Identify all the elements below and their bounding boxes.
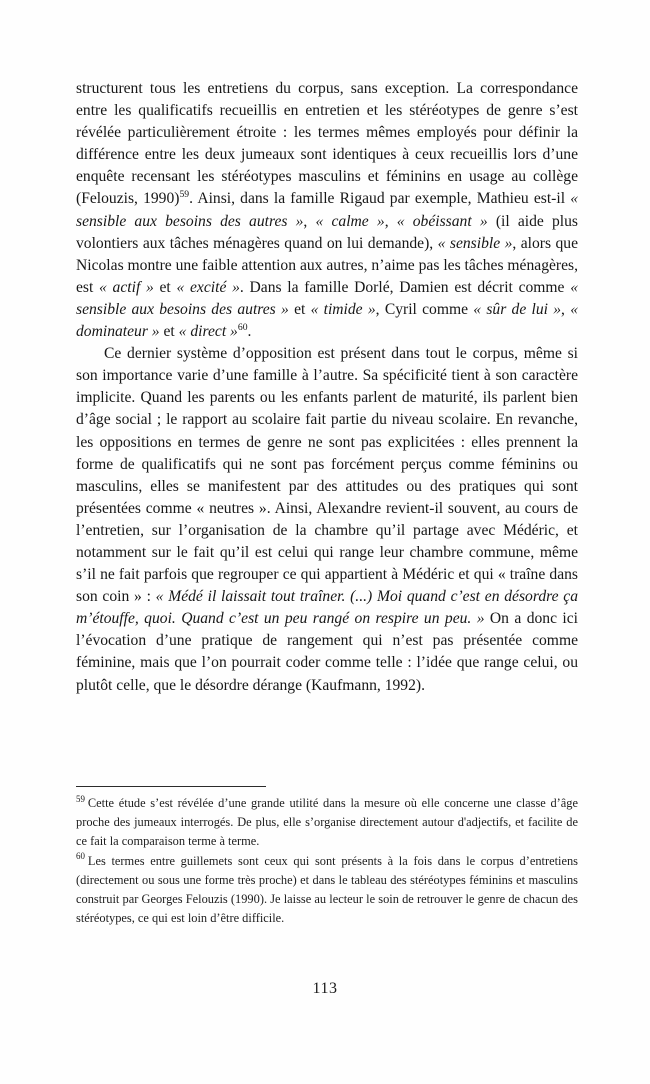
quoted-italic-phrase: « direct »: [178, 323, 238, 341]
quoted-italic-phrase: « actif »: [99, 278, 154, 296]
footnote-text: Les termes entre guillemets sont ceux qui sont présents à la fois dans le corpus d’entretiens (directement ou sous une forme très proche) et dans le tableau des stéréotypes féminins et masculins construit par Georges Felouzis (1990). Je laisse au lecteur le soin de retrouver le genre de chacun des stéréotypes, ce qui est loin d’être difficile.: [76, 853, 578, 926]
text-run: ,: [303, 212, 316, 230]
footnote-text: Cette étude s’est révélée d’une grande utilité dans la mesure où elle concerne une classe d’âge proche des jumeaux interrogés. De plus, elle s’organise directement autour d'adjectifs, et facilite de ce fait la comparaison terme à terme.: [76, 796, 578, 849]
paragraph: [76, 78, 578, 343]
text-run: structurent tous les entretiens du corpus, sans exception. La correspondance entre les qualificatifs recueillis en entretien et les stéréotypes de genre s’est révélée particulièrement étroite : les termes mêmes employés pour définir la différence entre les deux jumeaux sont identiques à ceux recueillis lors d’une enquête recensant les stéréotypes masculins et féminins en usage au collège (Felouzis, 1990): [76, 80, 578, 208]
quoted-italic-phrase: « timide »: [310, 300, 376, 318]
text-run: Ce dernier système d’opposition est présent dans tout le corpus, même si son importance varie d’une famille à l’autre. Sa spécificité tient à son caractère implicite. Quand les parents ou les enfants parlent de maturité, ils parlent bien d’âge social ; le rapport au scolaire fait partie du niveau scolaire. En revanche, les oppositions en termes de genre ne sont pas explicitées : elles prennent la forme de qualificatifs qui ne sont pas forcément perçus comme féminins ou masculins, elles se manifestent par des attitudes ou des pratiques qui sont présentées comme « neutres ». Ainsi, Alexandre revient-il souvent, au cours de l’entretien, sur l’organisation de la chambre qu’il partage avec Médéric, et notamment sur le fait qu’il est celui qui range leur chambre commune, même s’il ne fait parfois que regrouper ce qui appartient à Médéric et qui « traîne dans son coin » :: [76, 345, 578, 606]
footnote-separator-rule: [76, 786, 266, 787]
text-run: On a donc ici l’évocation d’une pratique de rangement qui n’est pas présentée comme féminine, mais que l’on pourrait coder comme telle : l’idée que range celui, ou plutôt celle, que le désordre dérange (Kaufmann, 1992).: [76, 610, 578, 694]
text-run: et: [288, 300, 311, 318]
text-run: et: [153, 278, 177, 296]
quoted-italic-phrase: « Médé il laissait tout traîner. (...) Moi quand c’est en désordre ça m’étouffe, quoi. Quand c’est un peu rangé on respire un peu. »: [76, 588, 578, 628]
footnote-59: [76, 794, 578, 852]
text-run: . Ainsi, dans la famille Rigaud par exemple, Mathieu est-il: [189, 190, 571, 208]
footnote-marker: 60: [76, 851, 85, 862]
quoted-italic-phrase: « obéissant »: [396, 212, 488, 230]
quoted-italic-phrase: « dominateur »: [76, 300, 578, 341]
footnote-area: [76, 786, 578, 928]
footnote-reference-59: 59: [179, 189, 190, 201]
footnote-reference-60: 60: [237, 321, 248, 333]
footnote-marker: 59: [76, 793, 85, 804]
text-run: ,: [384, 212, 397, 230]
quoted-italic-phrase: « sûr de lui »: [473, 300, 562, 318]
quoted-italic-phrase: « sensible aux besoins des autres »: [76, 278, 578, 318]
text-run: ,: [561, 300, 571, 318]
text-run: , Cyril comme: [375, 300, 474, 318]
page-number: 113: [312, 980, 338, 997]
text-run: .: [247, 323, 252, 341]
quoted-italic-phrase: « excité »: [176, 278, 240, 296]
quoted-italic-phrase: « sensible »: [437, 234, 513, 252]
text-run: . Dans la famille Dorlé, Damien est décrit comme: [239, 278, 571, 296]
text-run: (il aide plus volontiers aux tâches ménagères quand on lui demande),: [76, 212, 579, 252]
footnote-60: [76, 852, 578, 929]
body-text: [76, 78, 578, 697]
quoted-italic-phrase: « sensible aux besoins des autres »: [76, 190, 578, 230]
footnote-list: [76, 794, 578, 928]
paragraph: [76, 343, 578, 697]
body-text-column: [76, 78, 578, 697]
text-run: et: [159, 323, 179, 341]
text-run: , alors que Nicolas montre une faible attention aux autres, n’aime pas les tâches ménagères, est: [76, 234, 578, 296]
quoted-italic-phrase: « calme »: [315, 212, 385, 230]
